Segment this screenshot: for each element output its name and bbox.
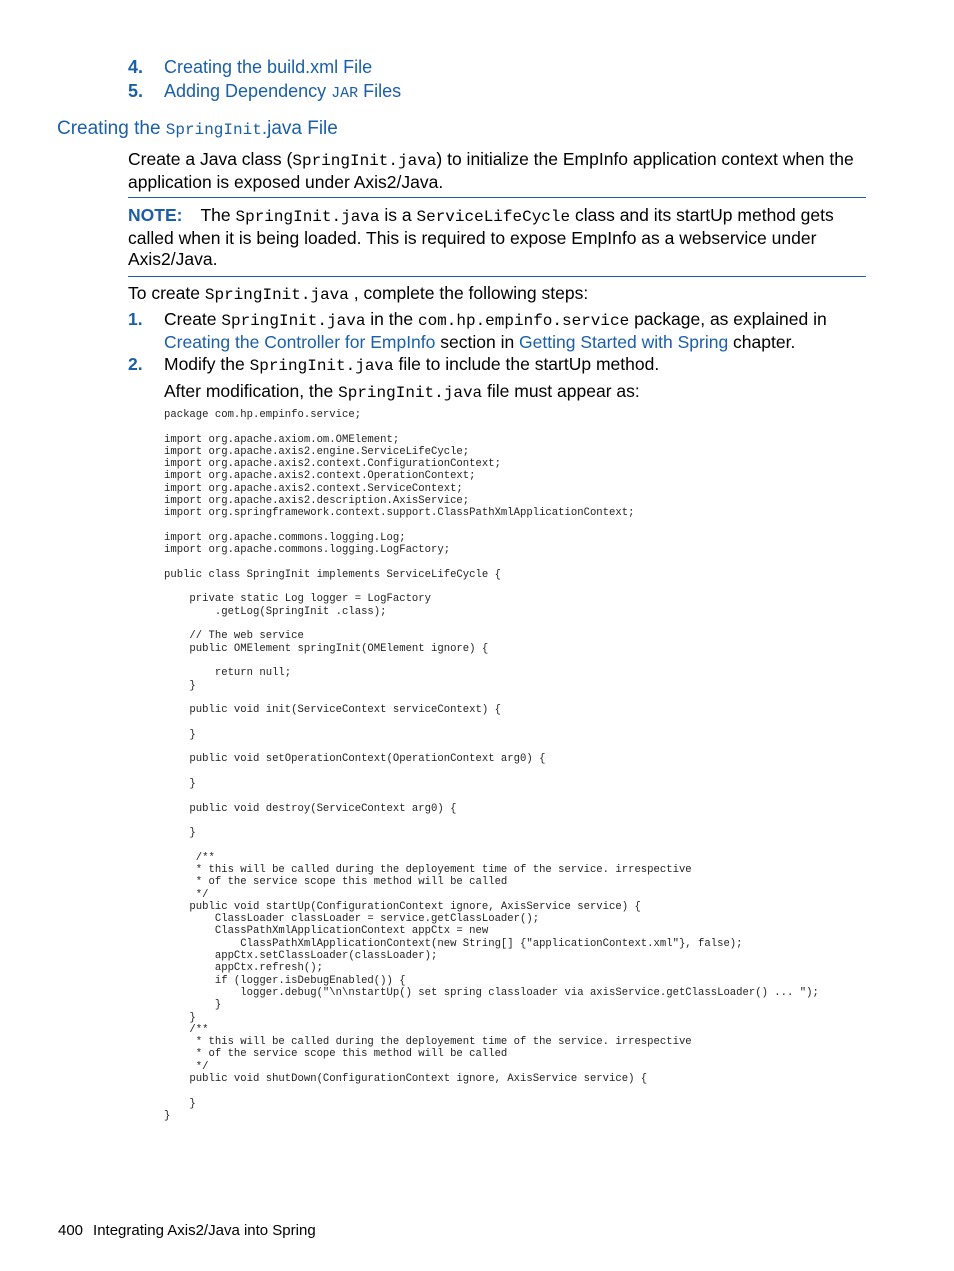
toc-link-code: JAR bbox=[331, 85, 359, 102]
section-title bbox=[57, 118, 338, 140]
intro-text: ) to initialize the EmpInfo application context when the application is exposed under Axis2/Java. bbox=[128, 149, 854, 192]
toc-item-link[interactable]: Creating the build.xml File bbox=[164, 57, 373, 77]
steps-intro-text: , complete the following steps: bbox=[348, 283, 589, 303]
chapter-title: Integrating Axis2/Java into Spring bbox=[93, 1222, 316, 1239]
toc-item-number: 4. bbox=[128, 57, 144, 77]
toc-item-link[interactable] bbox=[164, 81, 401, 101]
after-modification-paragraph bbox=[164, 381, 640, 404]
step-text: chapter. bbox=[728, 332, 796, 352]
page-number: 400 bbox=[58, 1222, 84, 1239]
toc-link-text: Adding Dependency bbox=[164, 81, 332, 101]
intro-paragraph bbox=[128, 149, 868, 193]
note-code: SpringInit.java bbox=[235, 208, 380, 226]
step-text: package, as explained in bbox=[629, 309, 827, 329]
step-text: section in bbox=[435, 332, 520, 352]
step-text: Modify the bbox=[164, 354, 250, 374]
section-title-text: .java File bbox=[261, 118, 338, 139]
note-text: The bbox=[200, 205, 236, 225]
step-code: SpringInit.java bbox=[221, 312, 366, 330]
after-code: SpringInit.java bbox=[338, 384, 483, 402]
step-item-2 bbox=[128, 354, 868, 377]
step-code: com.hp.empinfo.service bbox=[417, 312, 630, 330]
section-title-code: SpringInit bbox=[165, 121, 262, 139]
note-box bbox=[128, 197, 866, 277]
step-body bbox=[164, 354, 868, 377]
controller-empinfo-link[interactable]: Creating the Controller for EmpInfo bbox=[164, 332, 436, 352]
intro-text: Create a Java class ( bbox=[128, 149, 293, 169]
intro-code: SpringInit.java bbox=[292, 152, 437, 170]
steps-intro-code: SpringInit.java bbox=[204, 286, 349, 304]
page-footer bbox=[58, 1222, 316, 1239]
toc-item-build-xml[interactable] bbox=[128, 55, 401, 79]
step-text: Create bbox=[164, 309, 222, 329]
step-number: 1. bbox=[128, 309, 143, 329]
step-body bbox=[164, 309, 868, 353]
code-listing: package com.hp.empinfo.service; import org.apache.axiom.om.OMElement; import org.apache.axis2.engine.ServiceLifeCycle; import org.apache.axis2.context.ConfigurationContext; import org.apache.axis2.context.OperationContext; import org.apache.axis2.context.ServiceContext; import org.apache.axis2.description.AxisService; import org.springframework.context.support.ClassPathXmlApplicationContext; import org.apache.commons.logging.Log; import org.apache.commons.logging.LogFactory; public class SpringInit implements ServiceLifeCycle { private static Log logger = LogFactory .getLog(SpringInit .class); // The web service public OMElement springInit(OMElement ignore) { return null; } public void init(ServiceContext serviceContext) { } public void setOperationContext(OperationContext arg0) { } public void destroy(ServiceContext arg0) { } /** * this will be called during the deployement time of the service. irrespective * of the service scope this method will be called */ public void startUp(ConfigurationContext ignore, AxisService service) { ClassLoader classLoader = service.getClassLoader(); ClassPathXmlApplicationContext appCtx = new ClassPathXmlApplicationContext(new String[] {"applicationContext.xml"}, false); appCtx.setClassLoader(classLoader); appCtx.refresh(); if (logger.isDebugEnabled()) { logger.debug("\n\nstartUp() set spring classloader via axisService.getClassLoader() ... "); } } /** * this will be called during the deployement time of the service. irrespective * of the service scope this method will be called */ public void shutDown(ConfigurationContext ignore, AxisService service) { } } bbox=[164, 409, 819, 1122]
toc-link-text: Files bbox=[358, 81, 402, 101]
step-number: 2. bbox=[128, 354, 143, 374]
step-item-1 bbox=[128, 309, 868, 353]
step-text: file to include the startUp method. bbox=[393, 354, 660, 374]
steps-intro-paragraph bbox=[128, 283, 588, 306]
toc-item-number: 5. bbox=[128, 81, 144, 101]
note-code: ServiceLifeCycle bbox=[416, 208, 571, 226]
after-text: After modification, the bbox=[164, 381, 339, 401]
section-title-text: Creating the bbox=[57, 118, 166, 139]
toc-list bbox=[128, 55, 401, 103]
note-label: NOTE: bbox=[128, 205, 183, 225]
note-text: is a bbox=[379, 205, 417, 225]
toc-item-dependency-jar[interactable] bbox=[128, 79, 401, 103]
step-text: in the bbox=[365, 309, 418, 329]
steps-intro-text: To create bbox=[128, 283, 205, 303]
getting-started-spring-link[interactable]: Getting Started with Spring bbox=[519, 332, 729, 352]
step-code: SpringInit.java bbox=[249, 357, 394, 375]
after-text: file must appear as: bbox=[482, 381, 640, 401]
note-text: class and its startUp method gets called when it is being loaded. This is required to expose EmpInfo as a webservice under Axis2/Java. bbox=[128, 205, 834, 269]
